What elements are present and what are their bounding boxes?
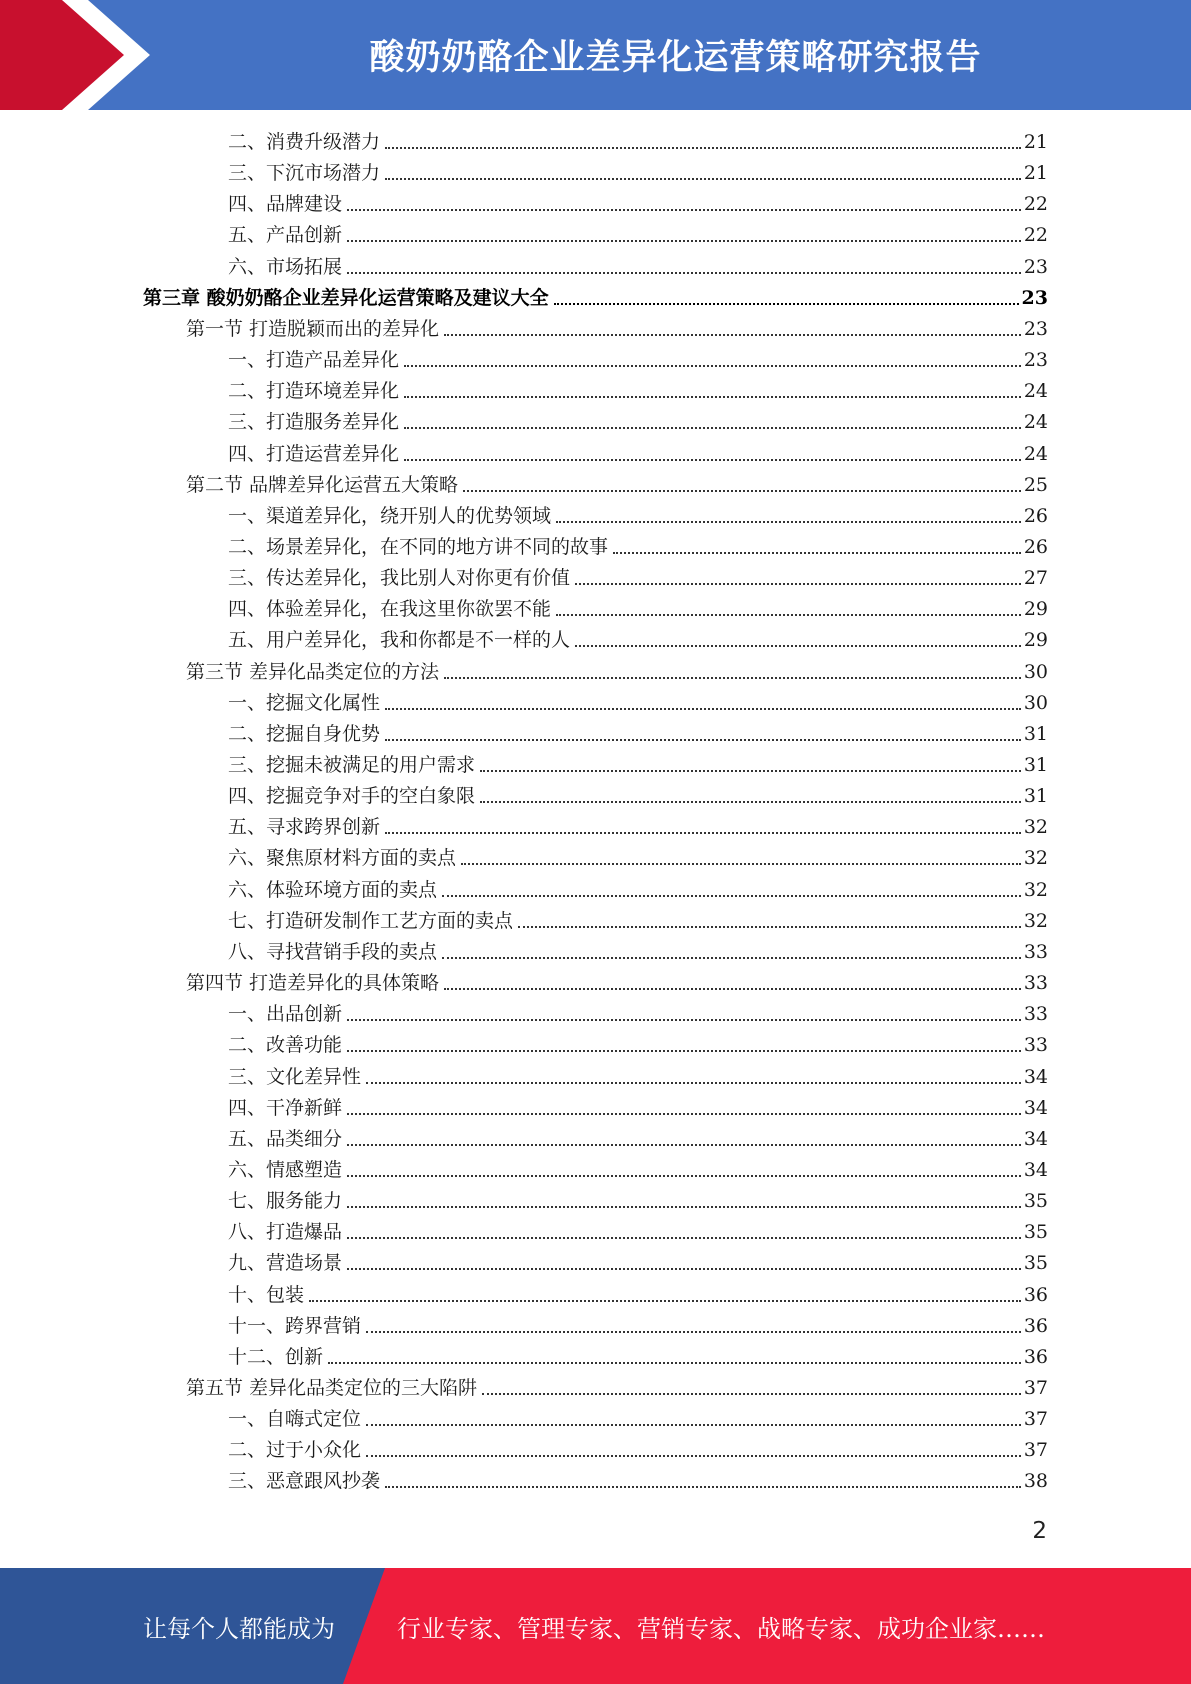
toc-entry-title: 二、打造环境差异化 bbox=[228, 380, 400, 403]
toc-section-entry[interactable] bbox=[186, 968, 1048, 999]
toc-entry-page: 27 bbox=[1023, 567, 1048, 590]
toc-item-entry[interactable] bbox=[228, 1404, 1048, 1435]
toc-dot-leader bbox=[366, 1455, 1021, 1457]
toc-dot-leader bbox=[385, 739, 1021, 741]
toc-entry-title: 第一节 打造脱颖而出的差异化 bbox=[186, 317, 440, 340]
toc-entry-page: 24 bbox=[1023, 442, 1048, 465]
toc-entry-page: 34 bbox=[1023, 1065, 1048, 1088]
toc-dot-leader bbox=[347, 1019, 1021, 1021]
toc-dot-leader bbox=[482, 1393, 1021, 1395]
toc-entry-page: 36 bbox=[1023, 1345, 1048, 1368]
toc-entry-title: 六、市场拓展 bbox=[228, 255, 343, 278]
toc-dot-leader bbox=[404, 365, 1021, 367]
toc-entry-title: 九、营造场景 bbox=[228, 1252, 343, 1275]
toc-dot-leader bbox=[347, 209, 1021, 211]
toc-item-entry[interactable] bbox=[228, 875, 1048, 906]
toc-item-entry[interactable] bbox=[228, 1093, 1048, 1124]
toc-dot-leader bbox=[442, 957, 1021, 959]
toc-entry-title: 二、挖掘自身优势 bbox=[228, 722, 381, 745]
toc-entry-title: 二、消费升级潜力 bbox=[228, 131, 381, 153]
toc-item-entry[interactable] bbox=[228, 563, 1048, 594]
toc-entry-page: 31 bbox=[1023, 722, 1048, 745]
toc-entry-page: 29 bbox=[1023, 629, 1048, 652]
toc-entry-page: 36 bbox=[1023, 1283, 1048, 1306]
toc-entry-page: 32 bbox=[1023, 847, 1048, 870]
toc-item-entry[interactable] bbox=[228, 1248, 1048, 1279]
toc-entry-page: 33 bbox=[1023, 1003, 1048, 1026]
toc-dot-leader bbox=[613, 552, 1021, 554]
toc-dot-leader bbox=[385, 1486, 1021, 1488]
toc-entry-page: 37 bbox=[1023, 1439, 1048, 1462]
toc-item-entry[interactable] bbox=[228, 1217, 1048, 1248]
toc-item-entry[interactable] bbox=[228, 843, 1048, 874]
toc-item-entry[interactable] bbox=[228, 252, 1048, 283]
toc-entry-title: 十一、跨界营销 bbox=[228, 1314, 362, 1337]
toc-section-entry[interactable] bbox=[186, 470, 1048, 501]
toc-entry-title: 四、打造运营差异化 bbox=[228, 442, 400, 465]
toc-entry-title: 七、服务能力 bbox=[228, 1190, 343, 1213]
toc-entry-title: 第四节 打造差异化的具体策略 bbox=[186, 972, 440, 995]
toc-entry-page: 22 bbox=[1023, 224, 1048, 247]
toc-entry-title: 五、产品创新 bbox=[228, 224, 343, 247]
toc-entry-title: 二、场景差异化，在不同的地方讲不同的故事 bbox=[228, 535, 609, 558]
toc-dot-leader bbox=[385, 147, 1021, 149]
toc-entry-title: 四、挖掘竞争对手的空白象限 bbox=[228, 785, 476, 808]
toc-entry-page: 29 bbox=[1023, 598, 1048, 621]
toc-entry-title: 五、寻求跨界创新 bbox=[228, 816, 381, 839]
toc-dot-leader bbox=[480, 770, 1021, 772]
toc-item-entry[interactable] bbox=[228, 906, 1048, 937]
toc-entry-title: 第五节 差异化品类定位的三大陷阱 bbox=[186, 1377, 478, 1399]
toc-item-entry[interactable] bbox=[228, 439, 1048, 470]
toc-dot-leader bbox=[347, 272, 1021, 274]
toc-entry-title: 一、出品创新 bbox=[228, 1003, 343, 1026]
toc-dot-leader bbox=[575, 583, 1021, 585]
toc-entry-title: 二、改善功能 bbox=[228, 1034, 343, 1057]
toc-entry-title: 五、用户差异化，我和你都是不一样的人 bbox=[228, 629, 571, 652]
toc-entry-page: 26 bbox=[1023, 504, 1048, 527]
toc-entry-page: 36 bbox=[1023, 1314, 1048, 1337]
toc-entry-page: 33 bbox=[1023, 972, 1048, 995]
toc-dot-leader bbox=[444, 334, 1021, 336]
toc-entry-title: 七、打造研发制作工艺方面的卖点 bbox=[228, 909, 514, 932]
toc-item-entry[interactable] bbox=[228, 1030, 1048, 1061]
toc-chapter-entry[interactable] bbox=[143, 283, 1048, 314]
toc-item-entry[interactable] bbox=[228, 220, 1048, 251]
toc-entry-title: 五、品类细分 bbox=[228, 1127, 343, 1150]
toc-item-entry[interactable] bbox=[228, 1124, 1048, 1155]
toc-entry-page: 24 bbox=[1023, 411, 1048, 434]
toc-item-entry[interactable] bbox=[228, 189, 1048, 220]
page-number: 2 bbox=[1032, 1518, 1047, 1544]
toc-entry-page: 33 bbox=[1023, 1034, 1048, 1057]
toc-section-entry[interactable] bbox=[186, 657, 1048, 688]
toc-item-entry[interactable] bbox=[228, 127, 1048, 158]
toc-entry-page: 34 bbox=[1023, 1127, 1048, 1150]
report-title: 酸奶奶酪企业差异化运营策略研究报告 bbox=[369, 38, 982, 78]
toc-entry-title: 四、体验差异化，在我这里你欲罢不能 bbox=[228, 598, 552, 621]
toc-entry-page: 34 bbox=[1023, 1096, 1048, 1119]
toc-entry-page: 26 bbox=[1023, 535, 1048, 558]
toc-entry-title: 第二节 品牌差异化运营五大策略 bbox=[186, 473, 459, 496]
toc-entry-page: 23 bbox=[1023, 349, 1048, 372]
toc-item-entry[interactable] bbox=[228, 625, 1048, 656]
toc-item-entry[interactable] bbox=[228, 345, 1048, 376]
toc-entry-page: 38 bbox=[1023, 1470, 1048, 1493]
toc-entry-title: 三、传达差异化，我比别人对你更有价值 bbox=[228, 567, 571, 590]
footer-slogan-left: 让每个人都能成为 bbox=[143, 1614, 335, 1643]
toc-section-entry[interactable] bbox=[186, 1373, 1048, 1404]
toc-entry-title: 三、下沉市场潜力 bbox=[228, 162, 381, 185]
toc-entry-page: 31 bbox=[1023, 754, 1048, 776]
toc-item-entry[interactable] bbox=[228, 1280, 1048, 1311]
toc-entry-title: 十二、创新 bbox=[228, 1345, 324, 1368]
toc-dot-leader bbox=[347, 1268, 1021, 1270]
toc-dot-leader bbox=[480, 801, 1021, 803]
toc-entry-title: 一、挖掘文化属性 bbox=[228, 691, 381, 714]
toc-item-entry[interactable] bbox=[228, 376, 1048, 407]
toc-entry-page: 30 bbox=[1023, 660, 1048, 683]
footer-slogan-right: 行业专家、管理专家、营销专家、战略专家、成功企业家…… bbox=[397, 1614, 1045, 1643]
toc-entry-page: 23 bbox=[1023, 317, 1048, 340]
toc-item-entry[interactable] bbox=[228, 1186, 1048, 1217]
toc-dot-leader bbox=[366, 1331, 1021, 1333]
toc-entry-title: 四、干净新鲜 bbox=[228, 1096, 343, 1119]
toc-entry-title: 一、打造产品差异化 bbox=[228, 349, 400, 372]
toc-dot-leader bbox=[385, 832, 1021, 834]
toc-entry-page: 24 bbox=[1023, 380, 1048, 403]
toc-entry-page: 34 bbox=[1023, 1158, 1048, 1181]
toc-item-entry[interactable] bbox=[228, 532, 1048, 563]
toc-dot-leader bbox=[556, 521, 1021, 523]
footer-banner bbox=[0, 1568, 1191, 1684]
toc-entry-page: 21 bbox=[1023, 162, 1048, 185]
toc-entry-title: 六、情感塑造 bbox=[228, 1158, 343, 1181]
toc-entry-page: 25 bbox=[1023, 473, 1048, 496]
toc-dot-leader bbox=[347, 1050, 1021, 1052]
toc-entry-title: 第三章 酸奶奶酪企业差异化运营策略及建议大全 bbox=[143, 286, 549, 309]
toc-dot-leader bbox=[347, 1113, 1021, 1115]
toc-entry-page: 37 bbox=[1023, 1408, 1048, 1431]
toc-entry-title: 八、寻找营销手段的卖点 bbox=[228, 940, 438, 963]
toc-dot-leader bbox=[518, 926, 1021, 928]
toc-item-entry[interactable] bbox=[228, 407, 1048, 438]
toc-dot-leader bbox=[366, 1424, 1021, 1426]
toc-item-entry[interactable] bbox=[228, 594, 1048, 625]
toc-entry-title: 三、打造服务差异化 bbox=[228, 411, 400, 434]
toc-dot-leader bbox=[575, 645, 1021, 647]
toc-entry-page: 35 bbox=[1023, 1252, 1048, 1275]
toc-dot-leader bbox=[366, 1082, 1021, 1084]
toc-dot-leader bbox=[347, 1144, 1021, 1146]
toc-dot-leader bbox=[404, 427, 1021, 429]
toc-item-entry[interactable] bbox=[228, 501, 1048, 532]
toc-dot-leader bbox=[444, 677, 1021, 679]
toc-dot-leader bbox=[461, 863, 1021, 865]
toc-item-entry[interactable] bbox=[228, 1435, 1048, 1466]
toc-section-entry[interactable] bbox=[186, 314, 1048, 345]
toc-entry-title: 三、挖掘未被满足的用户需求 bbox=[228, 754, 476, 776]
toc-entry-title: 十、包装 bbox=[228, 1283, 305, 1306]
toc-dot-leader bbox=[347, 1175, 1021, 1177]
toc-entry-title: 一、渠道差异化，绕开别人的优势领域 bbox=[228, 504, 552, 527]
toc-entry-title: 六、体验环境方面的卖点 bbox=[228, 878, 438, 901]
toc-entry-page: 35 bbox=[1023, 1190, 1048, 1213]
toc-entry-page: 30 bbox=[1023, 691, 1048, 714]
toc-item-entry[interactable] bbox=[228, 688, 1048, 719]
toc-entry-title: 三、文化差异性 bbox=[228, 1065, 362, 1088]
toc-item-entry[interactable] bbox=[228, 781, 1048, 812]
toc-entry-page: 22 bbox=[1023, 193, 1048, 216]
toc-entry-page: 32 bbox=[1023, 878, 1048, 901]
toc-dot-leader bbox=[328, 1362, 1021, 1364]
toc-item-entry[interactable] bbox=[228, 999, 1048, 1030]
toc-item-entry[interactable] bbox=[228, 1062, 1048, 1093]
toc-item-entry[interactable] bbox=[228, 1155, 1048, 1186]
toc-entry-title: 六、聚焦原材料方面的卖点 bbox=[228, 847, 457, 870]
toc-item-entry[interactable] bbox=[228, 937, 1048, 968]
toc-dot-leader bbox=[385, 178, 1021, 180]
toc-entry-page: 32 bbox=[1023, 816, 1048, 839]
toc-dot-leader bbox=[385, 708, 1021, 710]
toc-item-entry[interactable] bbox=[228, 750, 1048, 781]
toc-dot-leader bbox=[463, 490, 1021, 492]
toc-dot-leader bbox=[347, 1237, 1021, 1239]
toc-dot-leader bbox=[347, 1206, 1021, 1208]
toc-entry-title: 四、品牌建设 bbox=[228, 193, 343, 216]
toc-dot-leader bbox=[554, 303, 1019, 305]
toc-item-entry[interactable] bbox=[228, 158, 1048, 189]
toc-dot-leader bbox=[444, 988, 1021, 990]
toc-item-entry[interactable] bbox=[228, 1466, 1048, 1497]
toc-entry-page: 23 bbox=[1021, 286, 1048, 309]
toc-item-entry[interactable] bbox=[228, 719, 1048, 750]
toc-entry-page: 23 bbox=[1023, 255, 1048, 278]
toc-entry-title: 一、自嗨式定位 bbox=[228, 1408, 362, 1431]
toc-entry-page: 37 bbox=[1023, 1377, 1048, 1399]
toc-entry-page: 32 bbox=[1023, 909, 1048, 932]
toc-dot-leader bbox=[556, 614, 1021, 616]
header-banner bbox=[0, 0, 1191, 110]
toc-dot-leader bbox=[442, 895, 1021, 897]
toc-dot-leader bbox=[309, 1300, 1021, 1302]
toc-entry-page: 21 bbox=[1023, 131, 1048, 153]
toc-dot-leader bbox=[404, 396, 1021, 398]
toc-entry-title: 二、过于小众化 bbox=[228, 1439, 362, 1462]
toc-entry-title: 第三节 差异化品类定位的方法 bbox=[186, 660, 440, 683]
toc-entry-page: 33 bbox=[1023, 940, 1048, 963]
toc-item-entry[interactable] bbox=[228, 1342, 1048, 1373]
toc-entry-page: 31 bbox=[1023, 785, 1048, 808]
toc-dot-leader bbox=[404, 459, 1021, 461]
toc-item-entry[interactable] bbox=[228, 1311, 1048, 1342]
toc-dot-leader bbox=[347, 240, 1021, 242]
toc-entry-title: 三、恶意跟风抄袭 bbox=[228, 1470, 381, 1493]
toc-item-entry[interactable] bbox=[228, 812, 1048, 843]
toc-entry-title: 八、打造爆品 bbox=[228, 1221, 343, 1244]
toc-entry-page: 35 bbox=[1023, 1221, 1048, 1244]
